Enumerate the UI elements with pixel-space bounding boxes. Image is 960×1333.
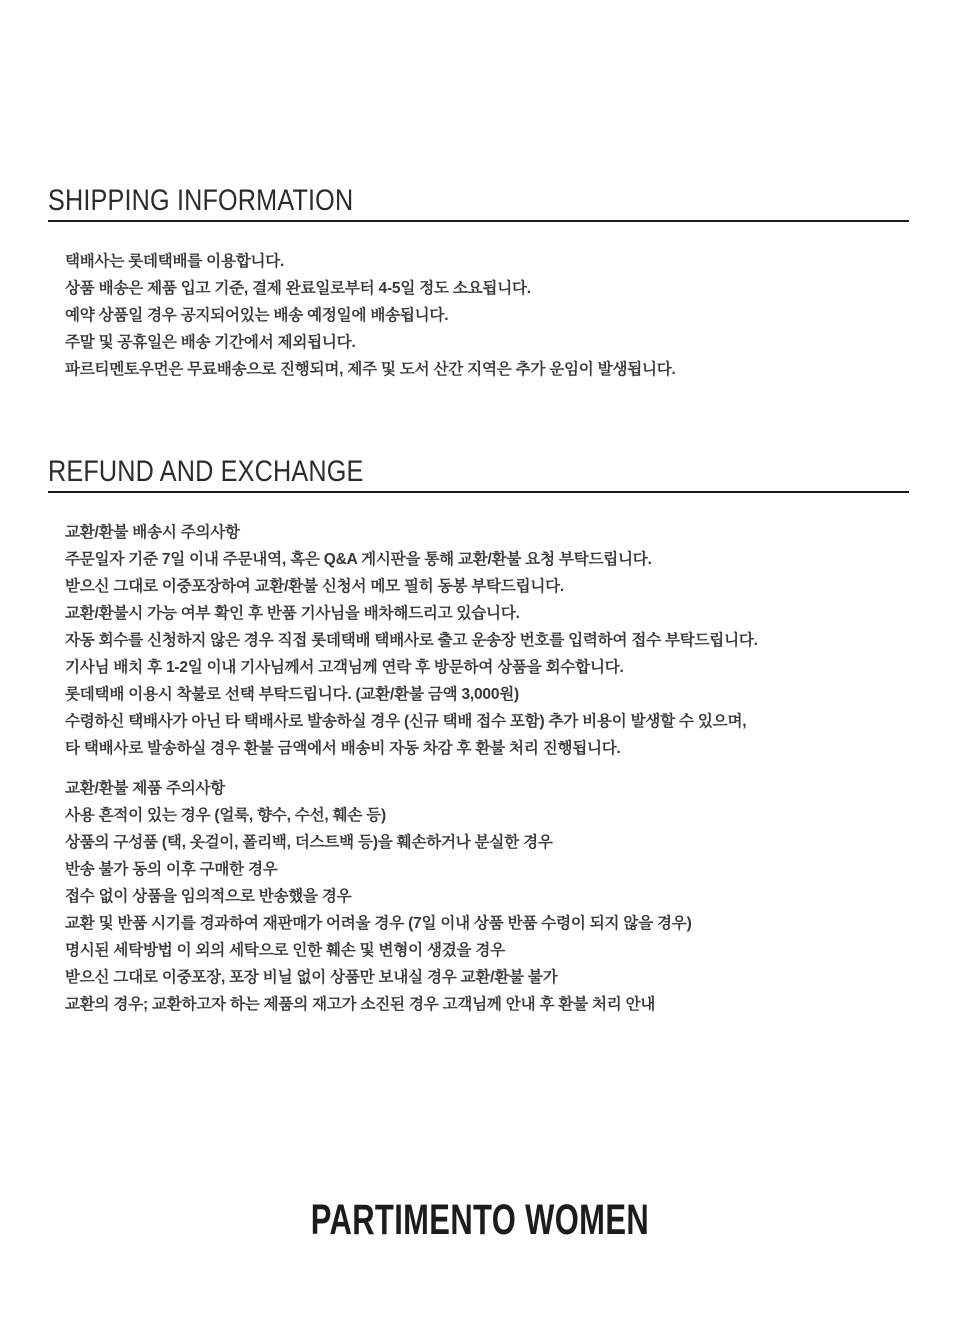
brand-footer bbox=[0, 1196, 960, 1244]
policy-line: 주문일자 기준 7일 이내 주문내역, 혹은 Q&A 게시판을 통해 교환/환불 요청 부탁드립니다. bbox=[65, 551, 652, 568]
brand-logo: PARTIMENTO WOMEN bbox=[310, 1196, 650, 1244]
policy-line: 받으신 그대로 이중포장, 포장 비닐 없이 상품만 보내실 경우 교환/환불 불가 bbox=[65, 969, 558, 986]
policy-line: 상품의 구성품 (택, 옷걸이, 폴리백, 더스트백 등)을 훼손하거나 분실한 경우 bbox=[65, 834, 553, 851]
policy-line: 반송 불가 동의 이후 구매한 경우 bbox=[65, 861, 278, 878]
policy-line: 교환/환불 제품 주의사항 bbox=[65, 780, 226, 797]
policy-line: 교환/환불 배송시 주의사항 bbox=[65, 524, 240, 541]
policy-paragraph bbox=[65, 775, 909, 1018]
policy-line: 파르티멘토우먼은 무료배송으로 진행되며, 제주 및 도서 산간 지역은 추가 운임이 발생됩니다. bbox=[65, 361, 676, 378]
policy-line: 교환 및 반품 시기를 경과하여 재판매가 어려울 경우 (7일 이내 상품 반품 수령이 되지 않을 경우) bbox=[65, 915, 692, 932]
refund-section-header bbox=[48, 457, 909, 493]
policy-line: 교환/환불시 가능 여부 확인 후 반품 기사님을 배차해드리고 있습니다. bbox=[65, 605, 520, 622]
refund-policy-lines bbox=[65, 519, 909, 1018]
refund-section-title: REFUND AND EXCHANGE bbox=[48, 455, 364, 488]
shipping-policy-lines bbox=[65, 248, 909, 383]
policy-line: 주말 및 공휴일은 배송 기간에서 제외됩니다. bbox=[65, 334, 356, 351]
refund-exchange-section bbox=[48, 457, 909, 1018]
policy-line: 타 택배사로 발송하실 경우 환불 금액에서 배송비 자동 차감 후 환불 처리 진행됩니다. bbox=[65, 740, 621, 757]
policy-line: 기사님 배치 후 1-2일 이내 기사님께서 고객님께 연락 후 방문하여 상품을 회수합니다. bbox=[65, 659, 624, 676]
policy-line: 받으신 그대로 이중포장하여 교환/환불 신청서 메모 필히 동봉 부탁드립니다. bbox=[65, 578, 565, 595]
shipping-section-header bbox=[48, 186, 909, 222]
policy-paragraph bbox=[65, 519, 909, 762]
policy-line: 수령하신 택배사가 아닌 타 택배사로 발송하실 경우 (신규 택배 접수 포함) 추가 비용이 발생할 수 있으며, bbox=[65, 713, 747, 730]
policy-line: 접수 없이 상품을 임의적으로 반송했을 경우 bbox=[65, 888, 352, 905]
policy-line: 명시된 세탁방법 이 외의 세탁으로 인한 훼손 및 변형이 생겼을 경우 bbox=[65, 942, 505, 959]
shipping-information-section bbox=[48, 186, 909, 383]
policy-line: 예약 상품일 경우 공지되어있는 배송 예정일에 배송됩니다. bbox=[65, 307, 449, 324]
policy-line: 택배사는 롯데택배를 이용합니다. bbox=[65, 253, 285, 270]
policy-line: 롯데택배 이용시 착불로 선택 부탁드립니다. (교환/환불 금액 3,000원) bbox=[65, 686, 519, 703]
policy-line: 사용 흔적이 있는 경우 (얼룩, 향수, 수선, 훼손 등) bbox=[65, 807, 387, 824]
shipping-section-title: SHIPPING INFORMATION bbox=[48, 184, 354, 217]
policy-line: 교환의 경우; 교환하고자 하는 제품의 재고가 소진된 경우 고객님께 안내 후 환불 처리 안내 bbox=[65, 996, 656, 1013]
policy-paragraph bbox=[65, 248, 909, 383]
policy-line: 상품 배송은 제품 입고 기준, 결제 완료일로부터 4-5일 정도 소요됩니다. bbox=[65, 280, 531, 297]
policy-line: 자동 회수를 신청하지 않은 경우 직접 롯데택배 택배사로 출고 운송장 번호를 입력하여 접수 부탁드립니다. bbox=[65, 632, 758, 649]
